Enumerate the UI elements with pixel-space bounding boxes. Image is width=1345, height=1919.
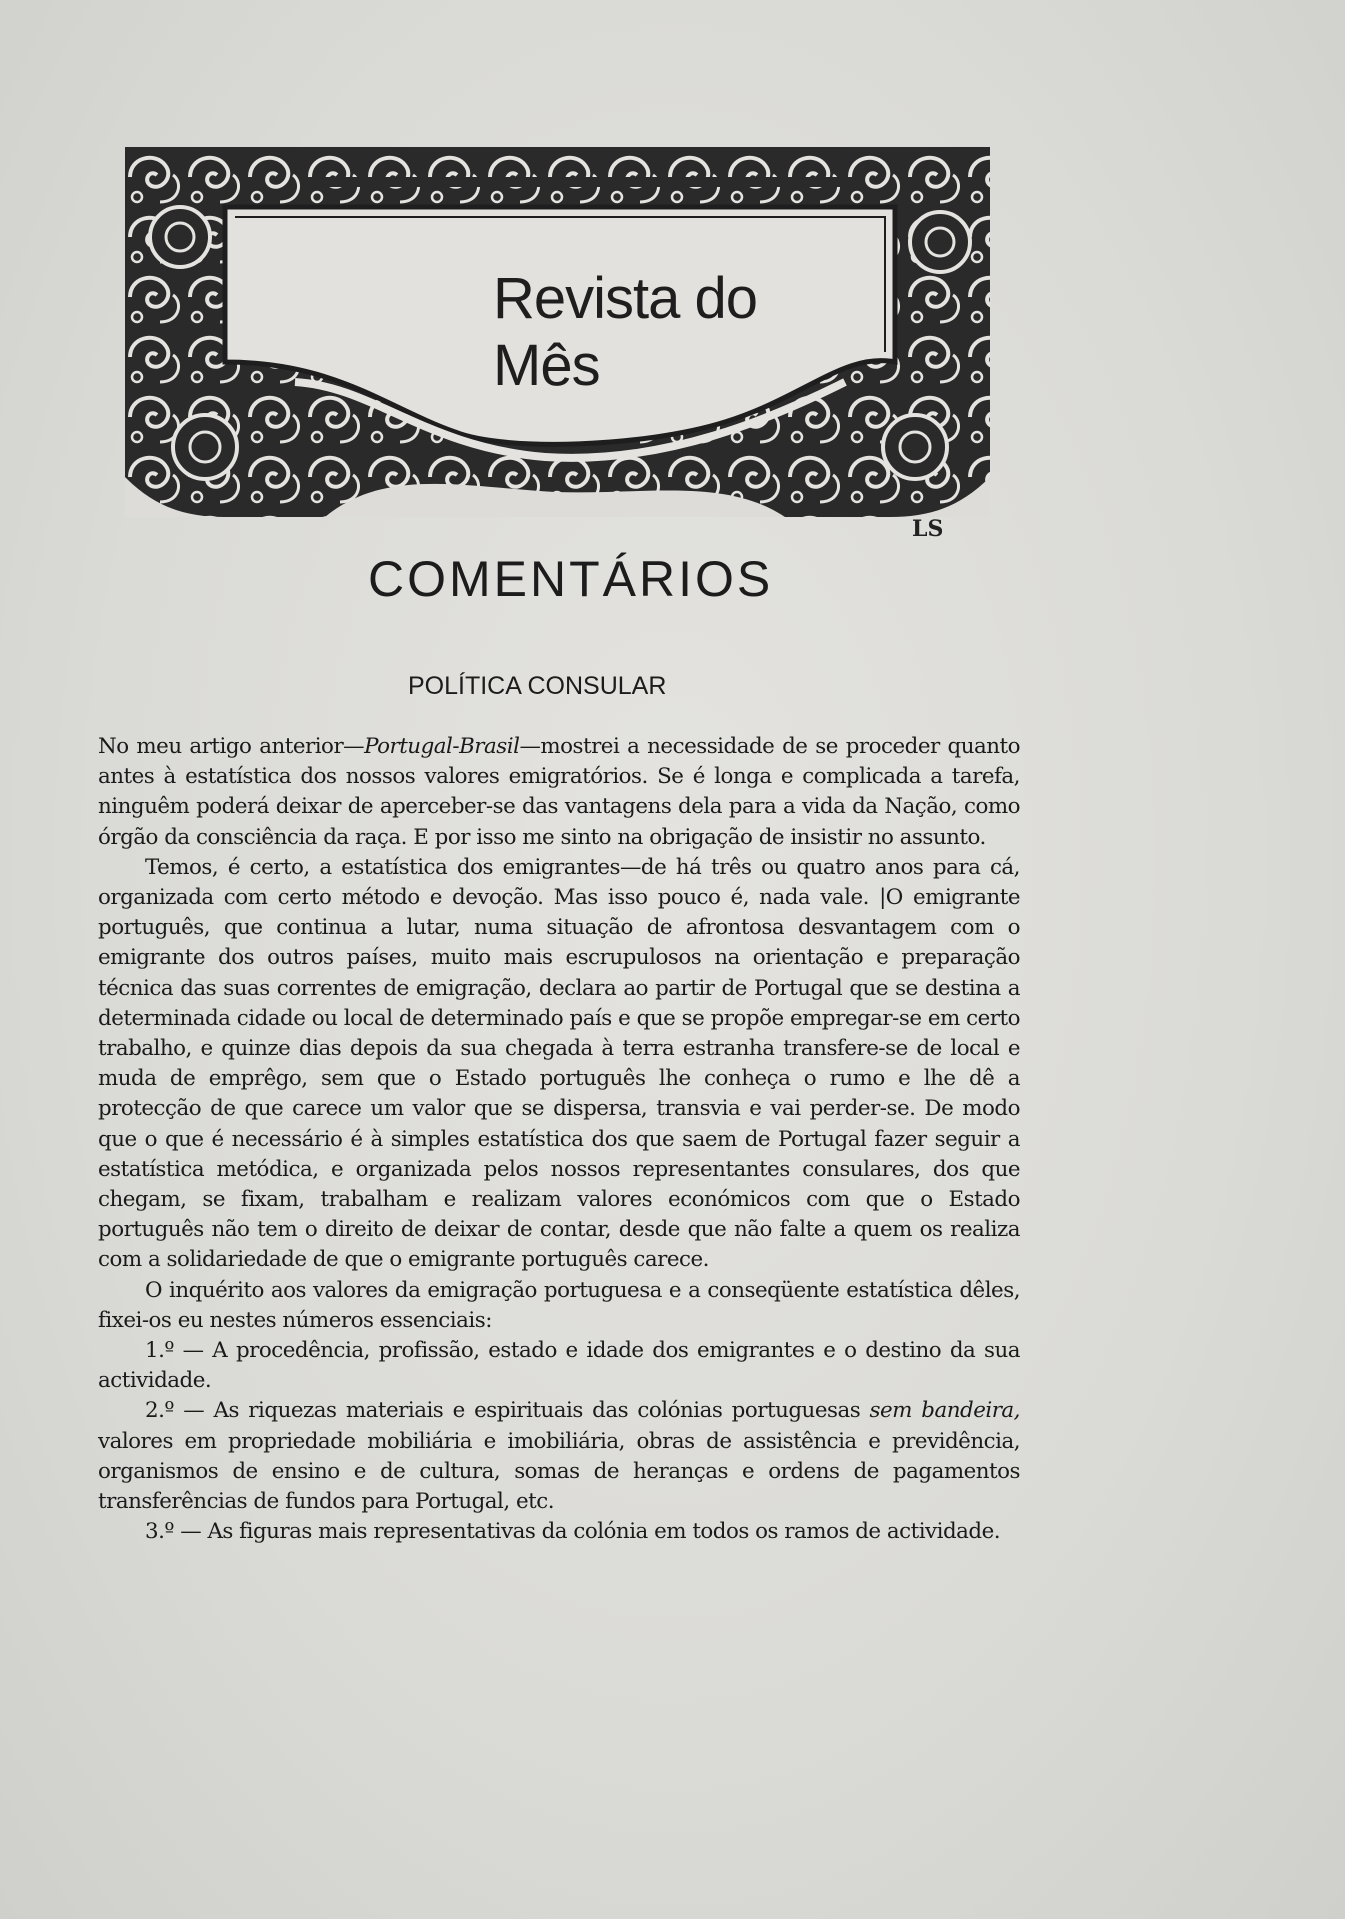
list-item-2-italic: sem bandeira, bbox=[869, 1398, 1020, 1424]
engraver-monogram: LS bbox=[912, 516, 944, 542]
paragraph-1 bbox=[98, 732, 1020, 853]
paragraph-1-text-b: —mostrei a necessidade de se proceder quanto antes à estatística dos nossos valores emigratórios. Se é longa e complicada a tarefa, ninguêm poderá deixar de aperceber-se das vantagens dela para a vida da Nação, como órgão da consciência da raça. E por isso me sinto na obrigação de insistir no assunto. bbox=[98, 734, 1021, 850]
list-item-3: 3.º — As figuras mais representativas da colónia em todos os ramos de actividade. bbox=[145, 1519, 1001, 1545]
decorative-banner bbox=[125, 147, 990, 517]
list-item-2-text-b: valores em propriedade mobiliária e imobiliária, obras de assistência e previdência, organismos de ensino e de cultura, somas de heranças e ordens de pagamentos transferências de fundos para Portugal, etc. bbox=[98, 1428, 1020, 1515]
list-item-2-text-a: 2.º — As riquezas materiais e espirituais das colónias portuguesas bbox=[145, 1398, 870, 1424]
banner-title: Revista do Mês bbox=[493, 266, 758, 398]
article-subheading: POLÍTICA CONSULAR bbox=[408, 672, 667, 700]
section-heading: COMENTÁRIOS bbox=[368, 551, 774, 607]
paragraph-2: Temos, é certo, a estatística dos emigrantes—de há três ou quatro anos para cá, organizada com certo método e devoção. Mas isso pouco é, nada vale. |O emigrante português, que continua a lutar, numa situação de afrontosa desvantagem com o emigrante dos outros países, muito mais escrupulosos na orientação e preparação técnica das suas correntes de emigração, declara ao partir de Portugal que se destina a determinada cidade ou local de determinado país e que se propõe empregar-se em certo trabalho, e quinze dias depois da sua chegada à terra estranha transfere-se de local e muda de emprêgo, sem que o Estado português lhe conheça o rumo e lhe dê a protecção de que carece um valor que se dispersa, transvia e vai perder-se. De modo que o que é necessário é à simples estatística dos que saem de Portugal fazer seguir a estatística metódica, e organizada pelos nossos representantes consulares, dos que chegam, se fixam, trabalham e realizam valores económicos com que o Estado português não tem o direito de deixar de contar, desde que não falte a quem os realiza com a solidariedade de que o emigrante português carece. bbox=[98, 854, 1020, 1273]
paragraph-3: O inquérito aos valores da emigração portuguesa e a conseqüente estatística dêles, fixei-os eu nestes números essenciais: bbox=[98, 1277, 1020, 1333]
list-item-1: 1.º — A procedência, profissão, estado e idade dos emigrantes e o destino da sua actividade. bbox=[98, 1338, 1020, 1394]
list-item-2 bbox=[98, 1396, 1020, 1517]
paragraph-1-text-a: No meu artigo anterior— bbox=[98, 734, 365, 759]
article-body bbox=[98, 732, 1020, 1547]
paragraph-1-italic: Portugal-Brasil bbox=[364, 734, 520, 759]
